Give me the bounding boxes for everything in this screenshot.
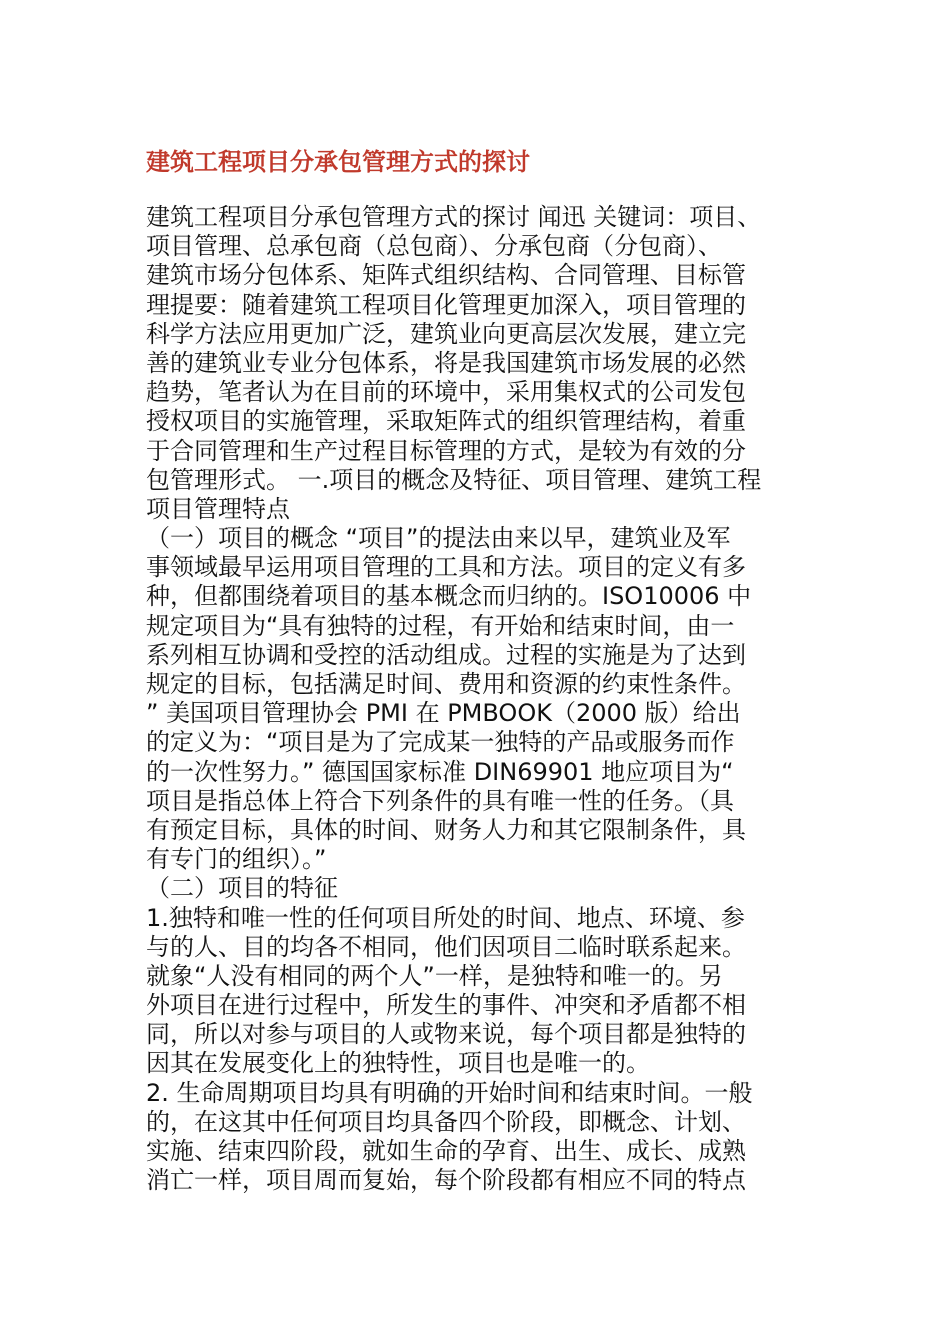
body-text-line: 实施、结束四阶段，就如生命的孕育、出生、成长、成熟 xyxy=(146,1137,746,1165)
body-text-line: （一）项目的概念 “项目”的提法由来以早，建筑业及军 xyxy=(146,524,731,553)
body-text-line: 项目管理特点 xyxy=(146,494,290,523)
body-text-line: 有专门的组织）。” xyxy=(146,845,327,874)
body-text-line: 1.独特和唯一性的任何项目所处的时间、地点、环境、参 xyxy=(146,903,745,932)
body-text-line: 同，所以对参与项目的人或物来说，每个项目都是独特的 xyxy=(146,1020,746,1049)
body-text-line: 授权项目的实施管理，采取矩阵式的组织管理结构，着重 xyxy=(146,407,746,436)
body-text-line: 种，但都围绕着项目的基本概念而归纳的。ISO10006 中 xyxy=(146,582,752,611)
body-text-line: 规定的目标，包括满足时间、费用和资源的约束性条件。 xyxy=(146,670,746,698)
body-text-line: 科学方法应用更加广泛，建筑业向更高层次发展，建立完 xyxy=(146,319,746,348)
body-text-line: ” 美国项目管理协会 PMI 在 PMBOOK（2000 版）给出 xyxy=(146,699,741,728)
body-text-line: 系列相互协调和受控的活动组成。过程的实施是为了达到 xyxy=(146,640,746,669)
body-text-line: 规定项目为“具有独特的过程，有开始和结束时间，由一 xyxy=(146,611,735,640)
body-text-line: 有预定目标，具体的时间、财务人力和其它限制条件，具 xyxy=(146,815,746,844)
body-text-line: 事领域最早运用项目管理的工具和方法。项目的定义有多 xyxy=(146,553,746,582)
body-text-line: 项目管理、总承包商（总包商）、分承包商（分包商）、 xyxy=(146,232,722,261)
body-text-line: 的一次性努力。” 德国国家标准 DIN69901 地应项目为“ xyxy=(146,757,734,786)
body-text-line: 外项目在进行过程中，所发生的事件、冲突和矛盾都不相 xyxy=(146,991,746,1020)
body-text-line: 趋势，笔者认为在目前的环境中，采用集权式的公司发包 xyxy=(146,378,746,407)
body-text-line: 建筑市场分包体系、矩阵式组织结构、合同管理、目标管 xyxy=(146,261,746,290)
body-text-line: 消亡一样，项目周而复始，每个阶段都有相应不同的特点 xyxy=(146,1166,746,1195)
body-text-line: 就象“人没有相同的两个人”一样，是独特和唯一的。另 xyxy=(146,961,723,990)
body-text-line: 的，在这其中任何项目均具备四个阶段，即概念、计划、 xyxy=(146,1107,746,1136)
body-text-line: 的定义为：“项目是为了完成某一独特的产品或服务而作 xyxy=(146,728,735,757)
body-text-line: 建筑工程项目分承包管理方式的探讨 闻迅 关键词：项目、 xyxy=(146,203,762,231)
body-text-line: 因其在发展变化上的独特性，项目也是唯一的。 xyxy=(146,1049,650,1078)
document-title: 建筑工程项目分承包管理方式的探讨 xyxy=(146,147,530,176)
body-text-line: 包管理形式。 一.项目的概念及特征、项目管理、建筑工程 xyxy=(146,465,762,494)
body-text-line: （二）项目的特征 xyxy=(146,874,338,903)
body-text-line: 善的建筑业专业分包体系，将是我国建筑市场发展的必然 xyxy=(146,348,746,377)
document-body xyxy=(146,203,816,1195)
body-text-line: 与的人、目的均各不相同，他们因项目二临时联系起来。 xyxy=(146,932,746,961)
body-text-line: 2. 生命周期项目均具有明确的开始时间和结束时间。一般 xyxy=(146,1078,753,1107)
body-text-line: 项目是指总体上符合下列条件的具有唯一性的任务。（具 xyxy=(146,786,734,815)
body-text-line: 于合同管理和生产过程目标管理的方式，是较为有效的分 xyxy=(146,436,746,465)
body-text-line: 理提要：随着建筑工程项目化管理更加深入，项目管理的 xyxy=(146,290,746,319)
